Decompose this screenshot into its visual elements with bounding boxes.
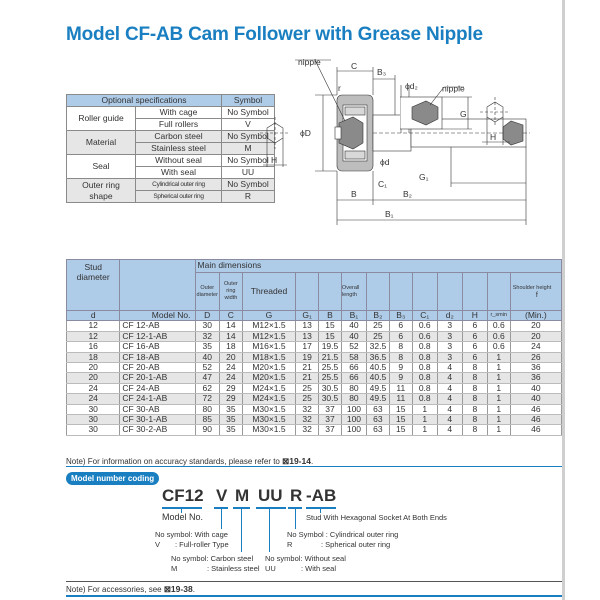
table-cell: 37: [319, 425, 342, 435]
table-cell: 52: [195, 363, 219, 373]
table-cell: M16×1.5: [242, 342, 295, 352]
column-header: G₁: [296, 311, 319, 321]
connector-uu: [269, 507, 270, 552]
page-title: Model CF-AB Cam Follower with Grease Nipple: [66, 24, 483, 45]
label-v-line1: No symbol: With cage: [155, 530, 228, 539]
table-cell: 35: [219, 425, 242, 435]
table-cell: 18: [67, 352, 120, 362]
opt-group-roller: Roller guide: [67, 107, 136, 131]
label-nipple-left: nipple: [298, 57, 321, 67]
table-cell: 24: [510, 342, 561, 352]
column-header-row: [67, 311, 562, 321]
table-cell: 90: [195, 425, 219, 435]
right-end-detail: [400, 85, 540, 185]
opt-group-outer-ring-line2: shape: [89, 190, 113, 201]
label-r-line1: No Symbol : Cylindrical outer ring: [287, 530, 399, 539]
opt-symbol: No Symbol: [222, 155, 275, 167]
column-header: B₁: [341, 311, 366, 321]
table-cell: 15: [319, 331, 342, 341]
page-edge: [562, 0, 565, 600]
table-row: [67, 394, 562, 404]
note-accuracy-text: Note) For information on accuracy standards, please refer to: [66, 457, 283, 466]
table-cell: CF 20-1-AB: [120, 373, 195, 383]
label-H-right: H: [490, 132, 497, 142]
table-cell: 32: [195, 331, 219, 341]
table-cell: 24: [67, 394, 120, 404]
table-cell: 8: [462, 425, 487, 435]
table-cell: 63: [366, 404, 389, 414]
subheader-C: Outer ring width: [219, 273, 242, 311]
table-cell: 46: [510, 425, 561, 435]
table-cell: 8: [462, 404, 487, 414]
column-header: G: [242, 311, 295, 321]
table-cell: 35: [219, 404, 242, 414]
table-cell: M12×1.5: [242, 331, 295, 341]
table-cell: 0.6: [412, 331, 437, 341]
opt-symbol: No Symbol: [222, 131, 275, 143]
code-part-v: V: [216, 486, 228, 505]
table-cell: 4: [437, 363, 462, 373]
opt-symbol: R: [222, 191, 275, 203]
header-main-dimensions: Main dimensions: [195, 260, 561, 273]
table-cell: 58: [341, 352, 366, 362]
code-part-r: R: [290, 486, 303, 505]
label-v-line2: [155, 540, 229, 549]
table-cell: 32: [296, 415, 319, 425]
table-cell: 11: [389, 383, 412, 393]
table-cell: 17: [296, 342, 319, 352]
opt-option: Stainless steel: [136, 143, 222, 155]
m-val: : Stainless steel: [207, 564, 260, 573]
table-cell: 66: [341, 363, 366, 373]
table-row: [67, 373, 562, 383]
table-row: [67, 383, 562, 393]
table-cell: 1: [487, 383, 510, 393]
column-header: r_smin: [487, 311, 510, 321]
subheader-blank: [487, 273, 510, 311]
subheader-blank: [319, 273, 342, 311]
table-cell: 24: [67, 383, 120, 393]
table-cell: 30: [67, 404, 120, 414]
table-cell: 8: [462, 373, 487, 383]
code-part-ab: -AB: [306, 486, 337, 505]
column-header: B₃: [389, 311, 412, 321]
label-ab: Stud With Hexagonal Socket At Both Ends: [306, 513, 447, 522]
table-cell: 29: [219, 383, 242, 393]
subheader-blank: [389, 273, 412, 311]
table-cell: 100: [341, 404, 366, 414]
label-r-line2: [287, 540, 391, 549]
column-header: D: [195, 311, 219, 321]
table-cell: 25: [296, 383, 319, 393]
opt-header-symbol: Symbol: [222, 95, 275, 107]
table-cell: 13: [296, 321, 319, 331]
table-cell: M24×1.5: [242, 383, 295, 393]
column-header: C₁: [412, 311, 437, 321]
table-cell: 40: [510, 383, 561, 393]
table-cell: CF 30-1-AB: [120, 415, 195, 425]
subheader-blank: [462, 273, 487, 311]
m-key: M: [171, 564, 178, 573]
subheader-D: Outer diameter: [195, 273, 219, 311]
label-D: ϕD: [300, 128, 311, 138]
table-cell: 20: [67, 363, 120, 373]
label-model-no: Model No.: [162, 512, 204, 522]
label-B: B: [351, 189, 357, 199]
table-cell: 49.5: [366, 383, 389, 393]
underline-ab: [306, 507, 336, 509]
table-cell: 25.5: [319, 373, 342, 383]
table-cell: 1: [412, 404, 437, 414]
label-B2: B₂: [403, 189, 412, 199]
table-cell: 25: [366, 331, 389, 341]
model-coding-badge: Model number coding: [66, 472, 159, 485]
table-cell: 4: [437, 394, 462, 404]
table-cell: 1: [412, 415, 437, 425]
table-cell: 100: [341, 415, 366, 425]
table-cell: 40: [195, 352, 219, 362]
subheader-B1: Overall length: [341, 273, 366, 311]
table-cell: 14: [219, 321, 242, 331]
opt-symbol: No Symbol: [222, 179, 275, 191]
table-cell: 36: [510, 373, 561, 383]
table-cell: 15: [389, 404, 412, 414]
v-key: V: [155, 540, 161, 549]
subheader-G: Threaded: [242, 273, 295, 311]
note-accessories-end: .: [192, 585, 195, 594]
header-model-blank: [120, 260, 195, 311]
connector-m: [241, 507, 242, 552]
table-cell: 3: [437, 331, 462, 341]
opt-option: With seal: [136, 167, 222, 179]
table-cell: 30: [67, 425, 120, 435]
table-cell: 1: [487, 373, 510, 383]
table-cell: 25.5: [319, 363, 342, 373]
shoulder-height-label: Shoulder height: [512, 284, 552, 291]
optional-specs-table: [66, 94, 278, 203]
table-cell: 16: [67, 342, 120, 352]
label-d2: ϕd₂: [405, 81, 418, 91]
table-cell: 4: [437, 383, 462, 393]
note-accessories: [66, 584, 195, 595]
table-cell: 46: [510, 415, 561, 425]
table-cell: 47: [195, 373, 219, 383]
table-cell: 1: [412, 425, 437, 435]
label-r: r: [338, 83, 341, 93]
table-cell: 6: [462, 342, 487, 352]
label-C1: C₁: [378, 179, 388, 189]
table-cell: 0.8: [412, 342, 437, 352]
opt-symbol: M: [222, 143, 275, 155]
table-cell: 12: [67, 321, 120, 331]
note-accuracy-ref[interactable]: ⊠19-14: [282, 456, 311, 466]
table-cell: 8: [462, 383, 487, 393]
column-header: B: [319, 311, 342, 321]
opt-header-spec: Optional specifications: [67, 95, 222, 107]
table-cell: 35: [195, 342, 219, 352]
table-cell: 13: [296, 331, 319, 341]
table-cell: 40.5: [366, 373, 389, 383]
table-cell: 100: [341, 425, 366, 435]
table-cell: 6: [462, 321, 487, 331]
table-cell: 0.6: [487, 321, 510, 331]
table-cell: 35: [219, 415, 242, 425]
table-cell: 20: [67, 373, 120, 383]
note-accuracy-end: .: [310, 457, 314, 466]
opt-group-seal: Seal: [67, 155, 136, 179]
table-cell: 6: [462, 352, 487, 362]
label-d: ϕd: [380, 157, 390, 167]
table-cell: 21: [296, 373, 319, 383]
table-cell: 19: [296, 352, 319, 362]
subheader-blank: [366, 273, 389, 311]
label-uu-line1: No symbol: Without seal: [265, 554, 346, 563]
table-cell: M30×1.5: [242, 415, 295, 425]
table-cell: CF 24-AB: [120, 383, 195, 393]
label-C: C: [351, 61, 358, 71]
table-cell: 40: [510, 394, 561, 404]
table-cell: 8: [389, 352, 412, 362]
f-label: f: [535, 291, 538, 299]
column-header: d₂: [437, 311, 462, 321]
table-cell: 80: [341, 394, 366, 404]
table-cell: 85: [195, 415, 219, 425]
table-cell: 8: [462, 363, 487, 373]
subheader-blank: [412, 273, 437, 311]
table-cell: CF 12-1-AB: [120, 331, 195, 341]
table-cell: 3: [437, 321, 462, 331]
label-m-line1: No symbol: Carbon steel: [171, 554, 254, 563]
table-cell: 25: [366, 321, 389, 331]
table-cell: 21.5: [319, 352, 342, 362]
table-cell: 46: [510, 404, 561, 414]
label-B3: B₃: [377, 67, 387, 77]
table-cell: 29: [219, 394, 242, 404]
table-cell: 0.8: [412, 383, 437, 393]
table-cell: M18×1.5: [242, 352, 295, 362]
table-cell: CF 18-AB: [120, 352, 195, 362]
table-cell: 20: [510, 331, 561, 341]
uu-key: UU: [265, 564, 276, 573]
table-cell: 30: [67, 415, 120, 425]
label-nipple-right: nipple: [442, 85, 465, 94]
table-cell: 36.5: [366, 352, 389, 362]
table-cell: 19.5: [319, 342, 342, 352]
table-cell: 18: [219, 342, 242, 352]
table-cell: 1: [487, 394, 510, 404]
table-cell: 4: [437, 404, 462, 414]
opt-option: Spherical outer ring: [136, 191, 222, 203]
table-cell: 15: [319, 321, 342, 331]
underline-model: [162, 507, 202, 509]
table-cell: M30×1.5: [242, 425, 295, 435]
table-cell: 25: [296, 394, 319, 404]
table-cell: CF 30-2-AB: [120, 425, 195, 435]
opt-option: Cylindrical outer ring: [136, 179, 222, 191]
table-cell: 66: [341, 373, 366, 383]
table-cell: 80: [341, 383, 366, 393]
table-cell: M30×1.5: [242, 404, 295, 414]
table-cell: 6: [462, 331, 487, 341]
table-cell: 8: [462, 394, 487, 404]
label-G: G: [460, 109, 467, 119]
connector-r: [295, 507, 296, 529]
opt-option: With cage: [136, 107, 222, 119]
divider: [66, 466, 562, 467]
column-header: d: [67, 311, 120, 321]
table-cell: 32: [296, 404, 319, 414]
subheader-blank: [296, 273, 319, 311]
table-cell: 26: [510, 352, 561, 362]
table-cell: 0.6: [412, 321, 437, 331]
table-cell: 15: [389, 415, 412, 425]
table-row: [67, 425, 562, 435]
table-cell: 9: [389, 363, 412, 373]
table-cell: 3: [437, 352, 462, 362]
label-H-left: H: [271, 155, 278, 165]
table-cell: 1: [487, 425, 510, 435]
subheader-blank: [437, 273, 462, 311]
table-cell: 24: [219, 363, 242, 373]
column-header: Model No.: [120, 311, 195, 321]
note-accessories-text: Note) For accessories, see: [66, 585, 164, 594]
column-header: C: [219, 311, 242, 321]
table-cell: 0.8: [412, 394, 437, 404]
table-cell: CF 16-AB: [120, 342, 195, 352]
divider: [66, 581, 562, 582]
opt-group-outer-ring: [67, 179, 136, 203]
table-cell: 0.8: [412, 352, 437, 362]
table-cell: 8: [462, 415, 487, 425]
r-key: R: [287, 540, 293, 549]
v-val: : Full-roller Type: [175, 540, 229, 549]
divider: [66, 595, 562, 597]
table-cell: CF 30-AB: [120, 404, 195, 414]
table-cell: 72: [195, 394, 219, 404]
table-cell: 20: [510, 321, 561, 331]
table-cell: 11: [389, 394, 412, 404]
r-val: : Spherical outer ring: [321, 540, 391, 549]
opt-group-outer-ring-line1: Outer ring: [82, 179, 120, 190]
table-cell: 20: [219, 352, 242, 362]
table-cell: CF 20-AB: [120, 363, 195, 373]
table-cell: 0.6: [487, 331, 510, 341]
main-dimensions-table: [66, 259, 562, 436]
opt-option: Carbon steel: [136, 131, 222, 143]
table-cell: 6: [389, 321, 412, 331]
table-row: [67, 415, 562, 425]
code-part-m: M: [235, 486, 250, 505]
table-cell: 32: [296, 425, 319, 435]
opt-option: Without seal: [136, 155, 222, 167]
table-cell: 30.5: [319, 383, 342, 393]
underline-uu: [256, 507, 286, 509]
table-cell: 63: [366, 415, 389, 425]
code-part-model: CF12: [162, 486, 204, 505]
table-cell: 21: [296, 363, 319, 373]
table-cell: 40: [341, 331, 366, 341]
table-cell: M20×1.5: [242, 363, 295, 373]
main-table-body: [67, 321, 562, 435]
table-cell: 1: [487, 363, 510, 373]
table-cell: 37: [319, 404, 342, 414]
opt-symbol: No Symbol: [222, 107, 275, 119]
opt-symbol: UU: [222, 167, 275, 179]
label-m-line2: [171, 564, 260, 573]
table-cell: 80: [195, 404, 219, 414]
opt-option: Full rollers: [136, 119, 222, 131]
table-cell: 4: [437, 415, 462, 425]
code-part-uu: UU: [258, 486, 283, 505]
table-cell: CF 12-AB: [120, 321, 195, 331]
table-cell: 1: [487, 404, 510, 414]
column-header: H: [462, 311, 487, 321]
table-cell: 4: [437, 425, 462, 435]
column-header: (Min.): [510, 311, 561, 321]
label-uu-line2: [265, 564, 337, 573]
table-cell: 37: [319, 415, 342, 425]
table-cell: 52: [341, 342, 366, 352]
table-cell: 32.5: [366, 342, 389, 352]
table-cell: 1: [487, 352, 510, 362]
table-cell: 3: [437, 342, 462, 352]
table-row: [67, 363, 562, 373]
table-row: [67, 331, 562, 341]
table-cell: 14: [219, 331, 242, 341]
table-cell: M20×1.5: [242, 373, 295, 383]
table-cell: CF 24-1-AB: [120, 394, 195, 404]
opt-symbol: V: [222, 119, 275, 131]
table-cell: 9: [389, 373, 412, 383]
table-cell: 40.5: [366, 363, 389, 373]
label-B1: B₁: [385, 209, 394, 219]
table-cell: 4: [437, 373, 462, 383]
table-cell: 30.5: [319, 394, 342, 404]
subheader-shoulder: [510, 273, 561, 311]
table-cell: 36: [510, 363, 561, 373]
table-cell: 1: [487, 415, 510, 425]
table-cell: 0.8: [412, 363, 437, 373]
note-accessories-ref[interactable]: ⊠19-38: [163, 584, 193, 594]
table-cell: 63: [366, 425, 389, 435]
connector-v: [221, 507, 222, 529]
table-cell: 24: [219, 373, 242, 383]
table-cell: 12: [67, 331, 120, 341]
table-cell: 0.8: [412, 373, 437, 383]
table-cell: 8: [389, 342, 412, 352]
table-cell: 40: [341, 321, 366, 331]
table-cell: 0.6: [487, 342, 510, 352]
table-row: [67, 352, 562, 362]
column-header: B₂: [366, 311, 389, 321]
header-stud-diameter: Stud diameter: [67, 260, 120, 311]
table-cell: 30: [195, 321, 219, 331]
table-row: [67, 321, 562, 331]
table-cell: M12×1.5: [242, 321, 295, 331]
table-cell: 6: [389, 331, 412, 341]
uu-val: : With seal: [301, 564, 337, 573]
table-cell: 49.5: [366, 394, 389, 404]
table-cell: 15: [389, 425, 412, 435]
table-row: [67, 404, 562, 414]
opt-group-material: Material: [67, 131, 136, 155]
table-row: [67, 342, 562, 352]
table-cell: M24×1.5: [242, 394, 295, 404]
table-cell: 62: [195, 383, 219, 393]
label-G1: G₁: [419, 172, 429, 182]
